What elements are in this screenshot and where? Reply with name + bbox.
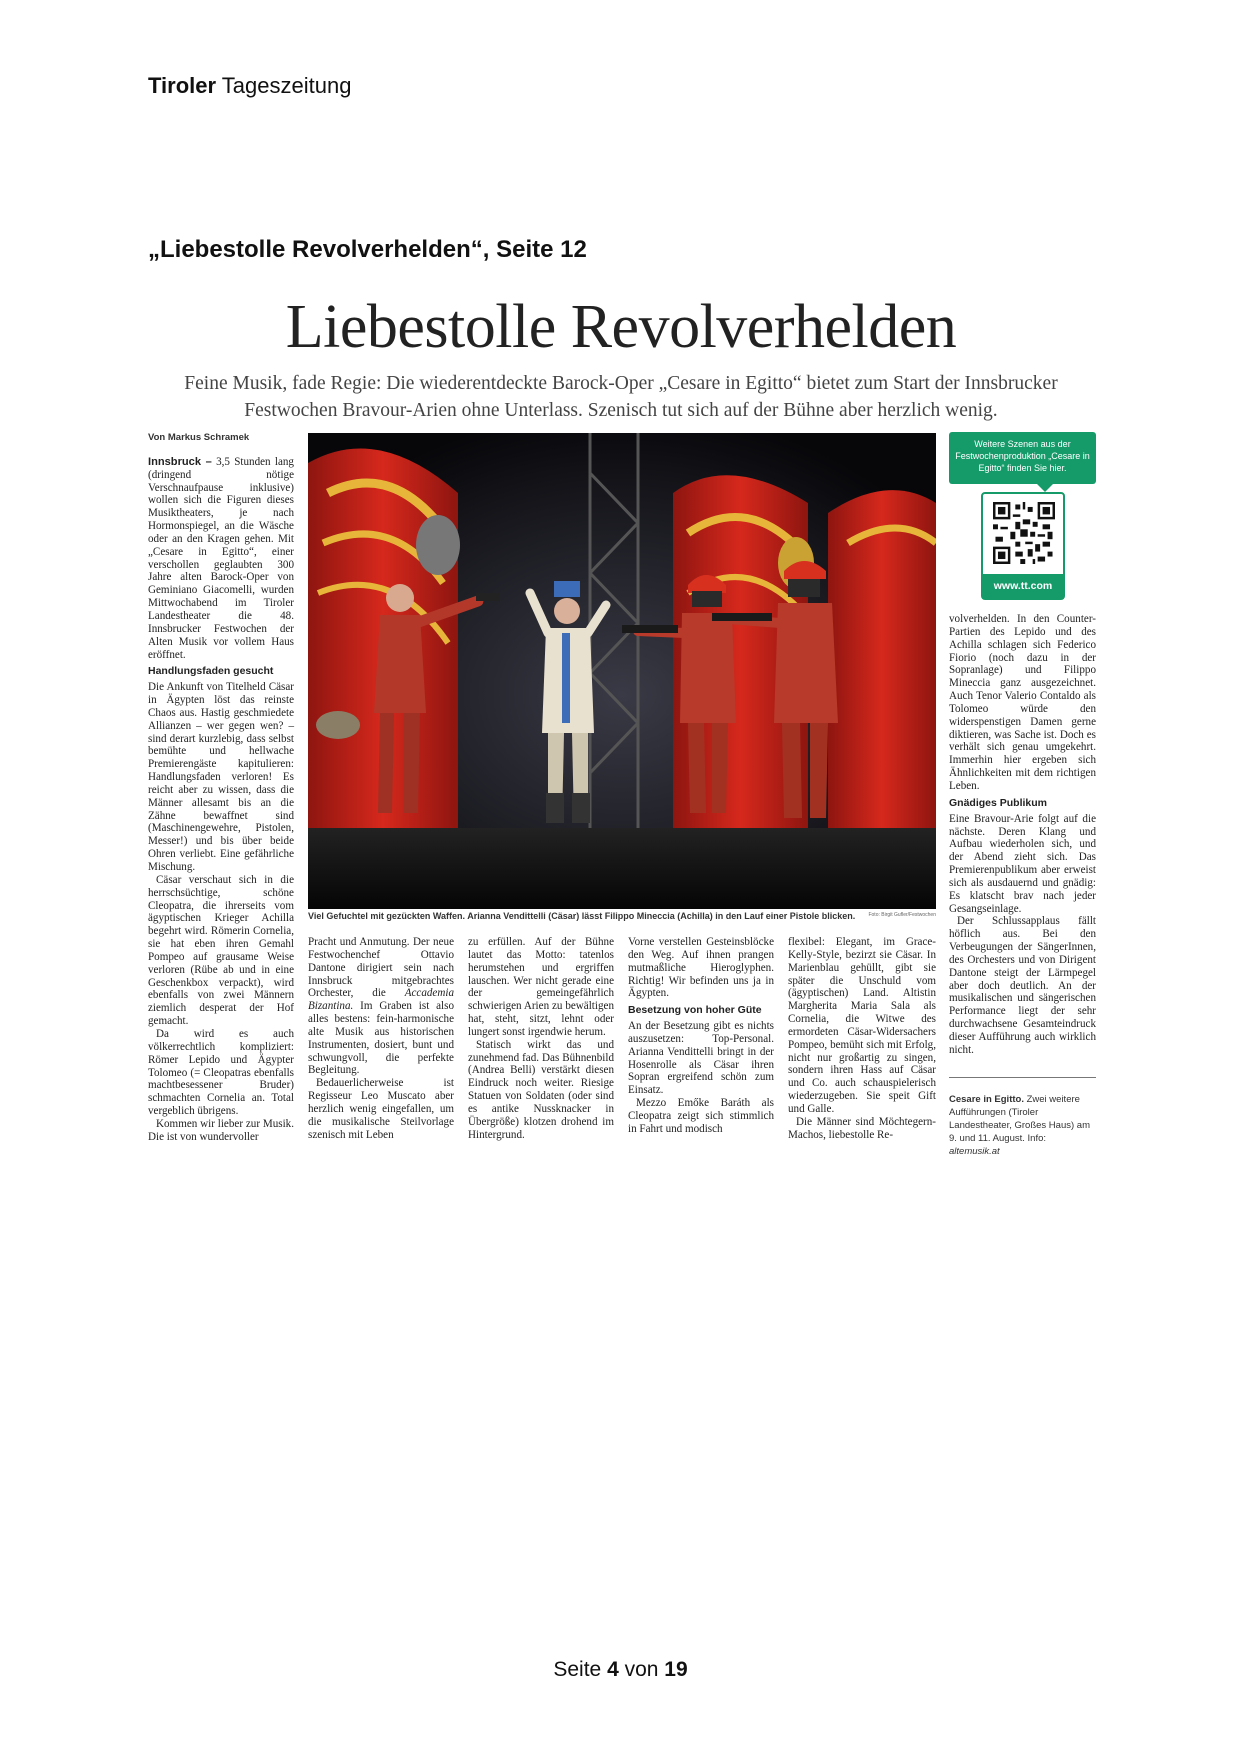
- subheading: Gnädiges Publikum: [949, 796, 1048, 809]
- promo-arrow-icon: [1037, 484, 1053, 492]
- paragraph: Da wird es auch völkerrechtlich kompliziert: Römer Lepido und Ägypter Tolomeo (= Cleopatras ebenfalls machtbesessener Bruder) schmachten Cornelia an. Total vergeblich übrigens.: [148, 1027, 294, 1118]
- info-divider: [949, 1077, 1096, 1078]
- paragraph: Bedauerlicherweise ist Regisseur Leo Muscato aber herzlich wenig eingefallen, um die musikalische Steilvorlage szenisch mit Leben: [308, 1077, 454, 1141]
- promo-text: Weitere Szenen aus der Festwochenproduktion „Cesare in Egitto“ finden Sie hier.: [949, 432, 1096, 484]
- article-reference: „Liebestolle Revolverhelden“, Seite 12: [148, 236, 587, 263]
- paragraph: Die Ankunft von Titelheld Cäsar in Ägypten löst das reinste Chaos aus. Hastig geschmiedete Allianzen – wer gegen wen? – sind derart kurzlebig, dass selbst bemühte und hellwache Premierengäste kapitulieren: Handlungsfaden verloren! Es reicht aber zu wissen, dass die Männer allesamt bis an die Zähne bewaffnet sind (Maschinengewehre, Pistolen, Messer!) und bis über beide Ohren verliebt. Eine gefährliche Mischung.: [148, 681, 294, 873]
- page-footer: [0, 1658, 1241, 1682]
- paragraph-text: 3,5 Stunden lang (dringend nötige Verschnaufpause inklusive) wollen sich die Figuren dieses Musiktheaters, je nach Hormonspiegel, an die Wäsche oder an den Kragen gehen. Mit „Cesare in Egitto“, einer verschollen geglaubten 300 Jahre alten Barock-Oper von Geminiano Giacomelli, wurden Mittwochabend im Tiroler Landestheater die 48. Innsbrucker Festwochen der Alten Musik vor vollem Haus eröffnet.: [148, 455, 294, 661]
- promo-box[interactable]: [949, 432, 1096, 600]
- column-2: [308, 936, 454, 1142]
- paragraph: An der Besetzung gibt es nichts auszusetzen: Top-Personal. Arianna Vendittelli bringt in der Hosenrolle als Cäsar ihren Sopran ergreifend schön zum Einsatz.: [628, 1020, 774, 1097]
- info-link[interactable]: altemusik.at: [949, 1146, 1000, 1157]
- paragraph: Der Schlussapplaus fällt höflich aus. Bei den Verbeugungen der SängerInnen, des Orchesters und von Dirigent Dantone steigt der Lärmpegel aber doch deutlich. An der musikalischen und sängerischen Performance liegt der sehr durchwachsene Gesamteindruck dieser Aufführung auch wirklich nicht.: [949, 915, 1096, 1056]
- masthead-rest: Tageszeitung: [221, 73, 352, 98]
- photo-credit: Foto: Birgit Gufler/Festwochen: [868, 912, 936, 918]
- subheading: Handlungsfaden gesucht: [148, 665, 274, 678]
- article-deck: Feine Musik, fade Regie: Die wiederentdeckte Barock-Oper „Cesare in Egitto“ bietet zum Start der Innsbrucker Festwochen Bravour-Arien ohne Unterlass. Szenisch tut sich auf der Bühne aber herzlich wenig.: [184, 373, 1058, 421]
- stage-photo: [308, 433, 936, 909]
- byline: Von Markus Schramek: [148, 432, 250, 443]
- ensemble-name: Accademia Bizantina.: [308, 987, 454, 1013]
- total-pages: 19: [664, 1658, 688, 1681]
- info-title: Cesare in Egitto.: [949, 1094, 1024, 1105]
- column-3: [468, 936, 614, 1142]
- paragraph: flexibel: Elegant, im Grace-Kelly-Style, bezirzt sie Cäsar. In Marienblau gehüllt, gibt sie später die Unschuld vom (ägyptischen) Land. Altistin Margherita Maria Sala als Cornelia, die Witwe des ermordeten Cäsar-Widersachers Pompeo, bemüht sich mit Erfolg, nicht nur großartig zu singen, sondern ihren Hass auf Cäsar und Co. auch schauspielerisch wiederzugeben. Sie speit Gift und Galle.: [788, 936, 936, 1115]
- paragraph: Cäsar verschaut sich in die herrschsüchtige, schöne Cleopatra, die ihrerseits vom ägyptischen Krieger Achilla begehrt wird. Römerin Cornelia, sie hat eben ihren Gemahl Pompeo auf grausame Weise verloren (Rübe ab und in eine Geschenkbox verpackt), wird ebenfalls von zwei Männern ziemlich desperat der Hof gemacht.: [148, 873, 294, 1028]
- paragraph-text: Pracht und Anmutung. Der neue Festwochenchef Ottavio Dantone dirigiert sein nach Innsbruck mitgebrachtes Orchester, die: [308, 936, 454, 1000]
- newspaper-masthead: [148, 73, 351, 99]
- subheading: Besetzung von hoher Güte: [628, 1004, 762, 1017]
- article-headline: Liebestolle Revolverhelden: [285, 293, 957, 361]
- column-1: [148, 432, 294, 1144]
- footer-middle: von: [624, 1658, 659, 1681]
- caption-text: Viel Gefuchtel mit gezückten Waffen. Arianna Vendittelli (Cäsar) lässt Filippo Mineccia (Achilla) in den Lauf einer Pistole blicken.: [308, 911, 856, 921]
- paragraph: Mezzo Emőke Baráth als Cleopatra zeigt sich stimmlich in Fahrt und modisch: [628, 1097, 774, 1135]
- masthead-bold: Tiroler: [148, 73, 217, 98]
- info-text: Zwei weitere Aufführungen (Tiroler Landestheater, Großes Haus) am 9. und 11. August. Info:: [949, 1094, 1090, 1144]
- paragraph: Vorne verstellen Gesteinsblöcke den Weg. Auf ihnen prangen mutmaßliche Hieroglyphen. Richtig! Wir befinden uns ja in Ägypten.: [628, 936, 774, 1000]
- dateline: Innsbruck –: [148, 455, 212, 468]
- column-6: [949, 613, 1096, 1057]
- current-page: 4: [607, 1658, 619, 1681]
- qr-code-icon[interactable]: [993, 502, 1055, 564]
- promo-url[interactable]: www.tt.com: [983, 574, 1063, 598]
- paragraph: [308, 936, 454, 1077]
- paragraph: [148, 456, 294, 662]
- paragraph: Eine Bravour-Arie folgt auf die nächste. Deren Klang und Aufbau wiederholen sich, und der Abend zieht sich. Das Premierenpublikum aber erweist sich als ausdauernd und gnädig: Es klatscht brav nach jeder Gesangseinlage.: [949, 812, 1096, 915]
- column-5: [788, 936, 936, 1142]
- column-4: [628, 936, 774, 1136]
- paragraph: Kommen wir lieber zur Musik. Die ist von wundervoller: [148, 1117, 294, 1143]
- stage-scene-illustration: [308, 433, 936, 909]
- paragraph: volverhelden. In den Counter-Partien des Lepido und des Achilla schlagen sich Federico Fiorio (noch dazu in der Sopranlage) und Filippo Mineccia ganz ausgezeichnet. Auch Tenor Valerio Contaldo als Tolomeo würde den widerspenstigen Damen gerne diktieren, was Sache ist. Doch es verhält sich genau umgekehrt. Immerhin hier ergeben sich Ähnlichkeiten mit dem richtigen Leben.: [949, 613, 1096, 792]
- photo-caption: [308, 911, 936, 921]
- performance-info: [949, 1093, 1096, 1158]
- qr-code-frame[interactable]: [981, 492, 1065, 600]
- paragraph-text: Im Graben ist also alles bestens: fein-harmonische alte Musik aus historischen Instrumenten, dosiert, bunt und schwungvoll, die perfekte Begleitung.: [308, 1000, 454, 1077]
- paragraph: Die Männer sind Möchtegern-Machos, liebestolle Re-: [788, 1115, 936, 1141]
- paragraph: Statisch wirkt das und zunehmend fad. Das Bühnenbild (Andrea Belli) verstärkt diesen Eindruck noch weiter. Riesige Statuen von Soldaten (oder sind es antike Nussknacker in Übergröße) klotzen drohend im Hintergrund.: [468, 1038, 614, 1141]
- footer-prefix: Seite: [553, 1658, 602, 1681]
- paragraph: zu erfüllen. Auf der Bühne lautet das Motto: tatenlos herumstehen und ergriffen lauschen. Wer nicht gerade eine der gemeingefährlich schwierigen Arien zu bewältigen hat, steht, sitzt, lehnt oder lungert sonst irgendwie herum.: [468, 936, 614, 1038]
